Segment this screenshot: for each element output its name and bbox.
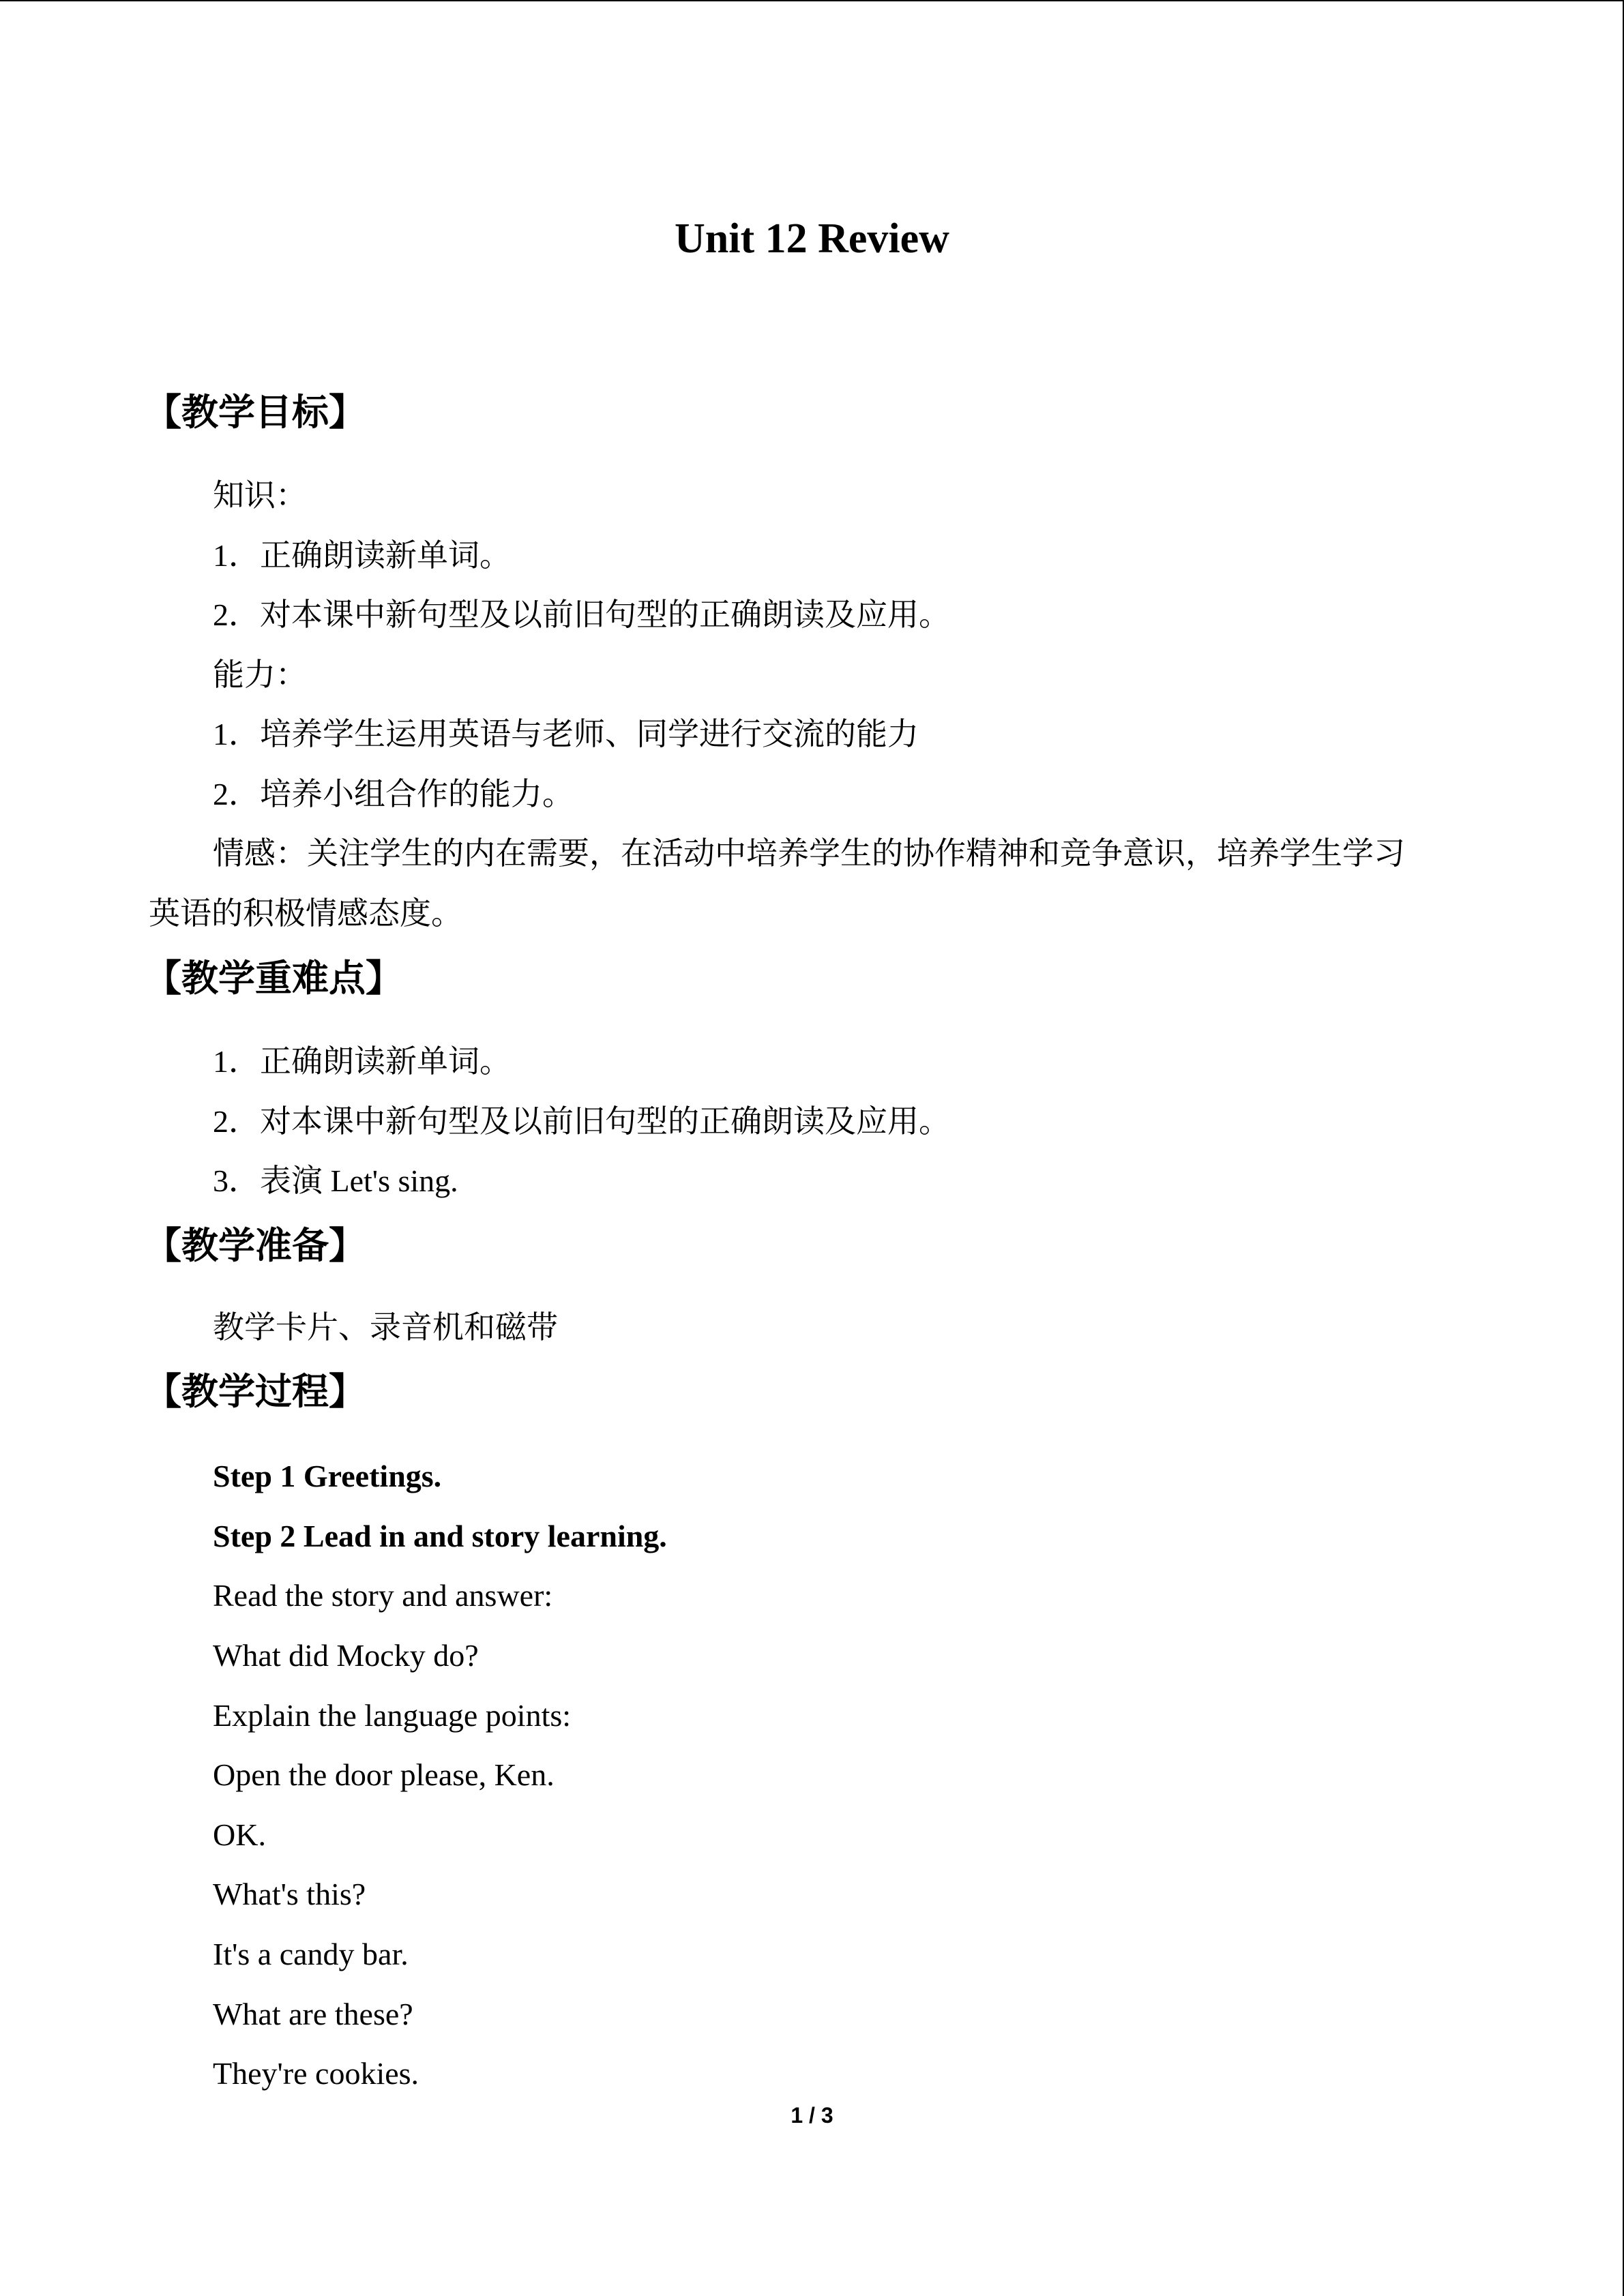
process-line: What did Mocky do? [213,1638,479,1673]
page-number: 1 / 3 [791,2103,833,2128]
process-line: Explain the language points: [213,1698,572,1733]
ability-item-1: 1．培养学生运用英语与老师、同学进行交流的能力 [213,717,919,751]
key-point-1: 1．正确朗读新单词。 [213,1044,511,1079]
section-heading-process: 【教学过程】 [145,1370,366,1413]
preparation-text: 教学卡片、录音机和磁带 [213,1310,558,1345]
process-line: What's this? [213,1877,366,1911]
emotion-text-line-1: 情感：关注学生的内在需要，在活动中培养学生的协作精神和竞争意识，培养学生学习 [213,836,1405,871]
ability-item-2: 2．培养小组合作的能力。 [213,777,574,811]
key-point-2: 2．对本课中新句型及以前旧句型的正确朗读及应用。 [213,1104,950,1139]
section-heading-preparation: 【教学准备】 [145,1224,366,1267]
ability-label: 能力： [213,657,307,692]
document-title: Unit 12 Review [675,215,949,262]
key-point-3: 3．表演 Let's sing. [213,1163,458,1198]
knowledge-label: 知识： [213,478,307,513]
process-line: OK. [213,1817,266,1852]
process-line: What are these? [213,1997,413,2031]
process-step-2: Step 2 Lead in and story learning. [213,1519,667,1553]
process-line: Read the story and answer: [213,1578,553,1613]
process-line: They're cookies. [213,2056,419,2091]
section-heading-key-points: 【教学重难点】 [145,957,402,1000]
process-line: Open the door please, Ken. [213,1757,555,1792]
knowledge-item-1: 1．正确朗读新单词。 [213,538,511,573]
knowledge-item-2: 2．对本课中新句型及以前旧句型的正确朗读及应用。 [213,597,950,632]
section-heading-objectives: 【教学目标】 [145,391,366,434]
emotion-text-line-2: 英语的积极情感态度。 [149,896,462,931]
process-line: It's a candy bar. [213,1937,409,1971]
process-step-1: Step 1 Greetings. [213,1459,442,1493]
